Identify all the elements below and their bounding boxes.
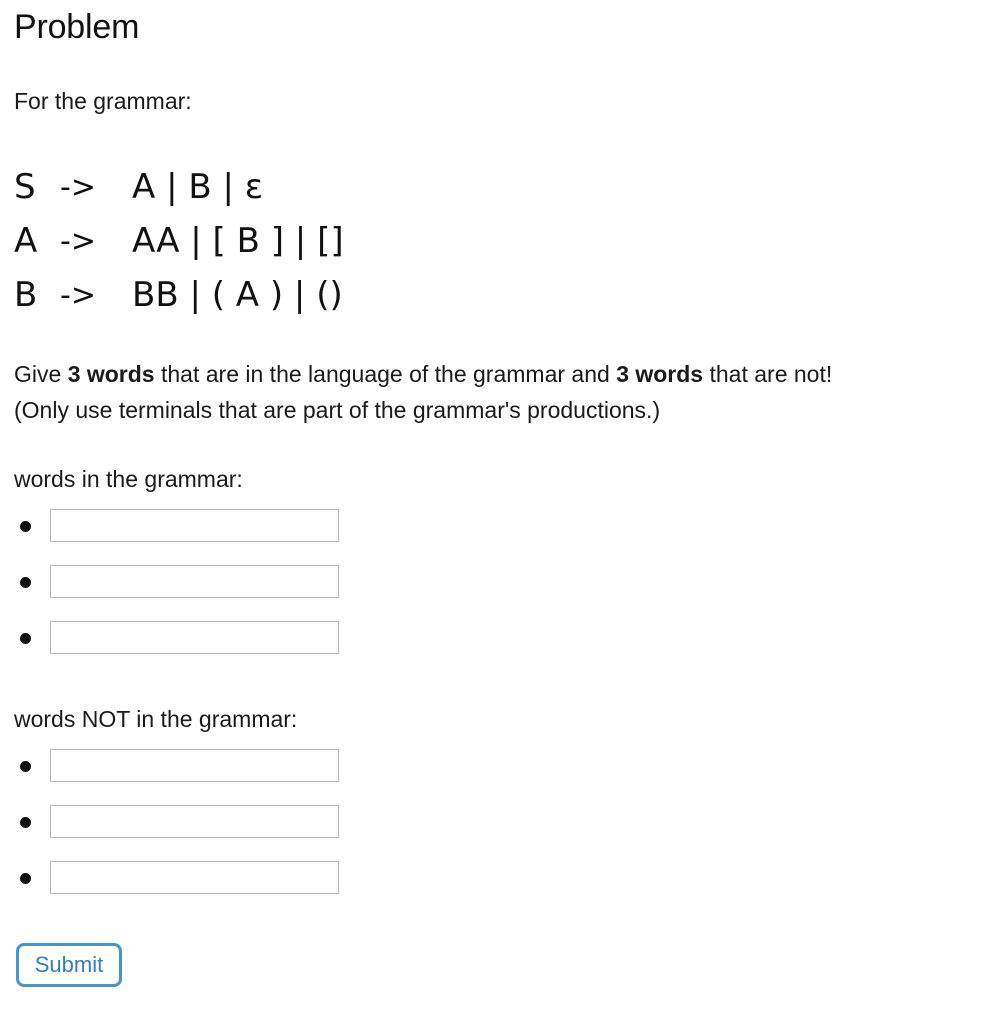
in-grammar-label: words in the grammar: [14, 466, 243, 492]
instruction-bold: 3 words [67, 361, 155, 387]
in-grammar-input-3[interactable] [50, 621, 339, 654]
rule-arrow: -> [60, 169, 96, 205]
list-item [14, 553, 339, 609]
grammar-intro: For the grammar: [14, 88, 192, 114]
rule-lhs: S [14, 167, 36, 207]
not-in-grammar-label: words NOT in the grammar: [14, 706, 298, 732]
bullet-icon [14, 754, 50, 776]
grammar-rule-s [14, 160, 344, 214]
not-in-grammar-input-1[interactable] [50, 749, 339, 782]
rule-arrow: -> [60, 277, 96, 313]
list-item [14, 793, 339, 849]
list-item [14, 849, 339, 905]
rule-rhs: A | B | ε [132, 167, 264, 207]
list-item [14, 737, 339, 793]
list-item [14, 497, 339, 553]
not-in-grammar-input-3[interactable] [50, 861, 339, 894]
rule-rhs: AA | [ B ] | [] [132, 221, 344, 261]
bullet-icon [14, 570, 50, 592]
instruction-text: that are not! [703, 361, 833, 387]
rule-lhs: A [14, 221, 38, 261]
bullet-icon [14, 866, 50, 888]
rule-lhs: B [14, 275, 38, 315]
instruction-text: Give [14, 361, 68, 387]
not-in-grammar-list [14, 737, 339, 905]
bullet-icon [14, 514, 50, 536]
rule-rhs: BB | ( A ) | () [132, 275, 343, 315]
task-instruction [14, 356, 832, 428]
instruction-text: that are in the language of the grammar and [154, 361, 617, 387]
list-item [14, 609, 339, 665]
page-title: Problem [14, 8, 140, 46]
instruction-note: (Only use terminals that are part of the grammar's productions.) [14, 397, 661, 423]
in-grammar-input-1[interactable] [50, 509, 339, 542]
grammar-rule-a [14, 214, 344, 268]
bullet-icon [14, 810, 50, 832]
grammar-rule-b [14, 268, 344, 322]
grammar-productions [14, 160, 344, 322]
submit-button[interactable]: Submit [16, 943, 122, 987]
in-grammar-input-2[interactable] [50, 565, 339, 598]
rule-arrow: -> [60, 223, 96, 259]
instruction-bold: 3 words [616, 361, 704, 387]
in-grammar-list [14, 497, 339, 665]
bullet-icon [14, 626, 50, 648]
not-in-grammar-input-2[interactable] [50, 805, 339, 838]
